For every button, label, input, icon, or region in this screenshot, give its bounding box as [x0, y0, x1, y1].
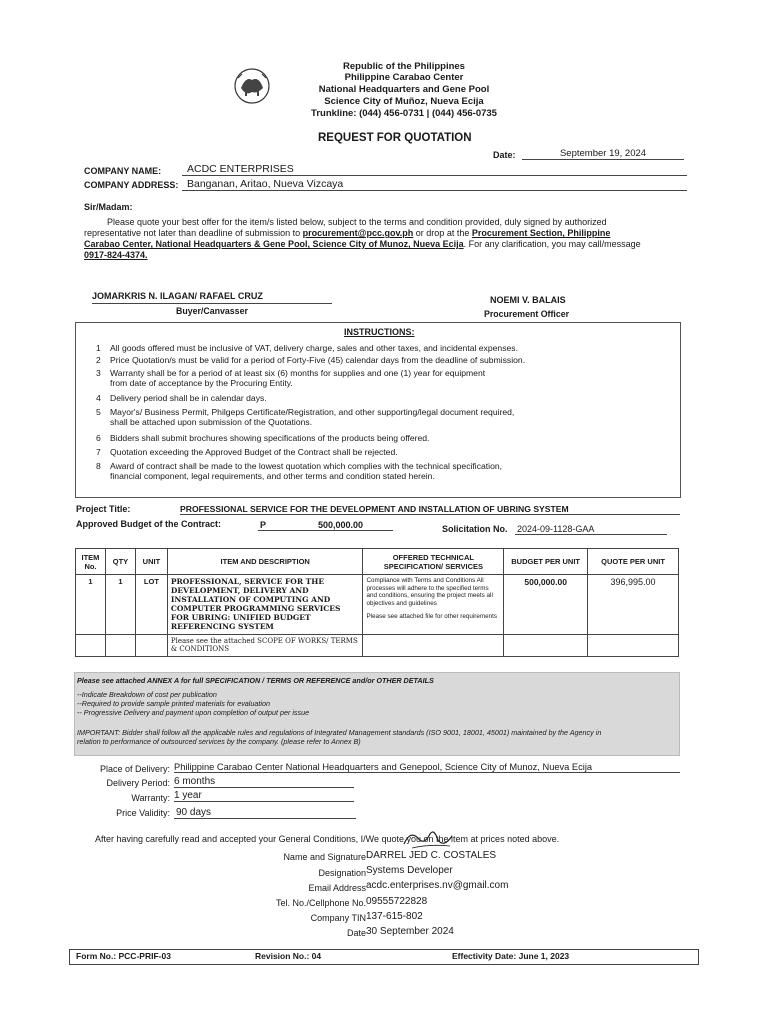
- sig-designation-label: Designation: [318, 868, 366, 878]
- sig-date-label: Date: [346, 928, 366, 938]
- procurement-email[interactable]: procurement@pcc.gov.ph: [302, 228, 414, 238]
- form-footer: [69, 949, 699, 965]
- col-qty: QTY: [105, 549, 135, 575]
- company-address: Banganan, Aritao, Nueva Vizcaya: [182, 178, 687, 191]
- period-label: Delivery Period:: [106, 778, 170, 788]
- instructions-box: INSTRUCTIONS: 1 All goods offered must be inclusive of VAT, delivery charge, sales and other taxes, and incidental expenses. 2 Price Quotation/s must be valid for a period of Forty-Five (45) calendar days from the deadline of submission. 3 Warranty shall be for a period of at least six (6) months for supplies and one (1) year for equipment from date of acceptance by the Procuring Entity. 4 Delivery period shall be in calendar days. 5 Mayor's/ Business Permit, Philgeps Certificate/Registration, and other supporting/legal document required, shall be attached upon submission of the Quotations. 6 Bidders shall submit brochures showing specifications of the products being offered. 7 Quotation exceeding the Approved Budget of the Contract shall be rejected. 8 Award of contract shall be made to the lowest quotation which complies with the technical specification, financial component, legal requirements, and other terms and condition stated herein.: [75, 322, 681, 498]
- cell-qty: 1: [105, 575, 135, 635]
- sig-designation: Systems Developer: [366, 865, 453, 876]
- buyer-line: [92, 303, 332, 304]
- date-value: September 19, 2024: [522, 148, 684, 160]
- period-value: 6 months: [174, 776, 354, 788]
- place-value: Philippine Carabao Center National Headquarters and Genepool, Science City of Munoz, Nueva Ecija: [174, 762, 680, 773]
- sig-tel-label: Tel. No./Cellphone No.: [275, 898, 366, 908]
- contact-phone[interactable]: 0917-824-4374.: [84, 250, 148, 260]
- company-name: ACDC ENTERPRISES: [182, 163, 687, 176]
- col-budget: BUDGET PER UNIT: [504, 549, 588, 575]
- salutation: Sir/Madam:: [84, 202, 133, 212]
- intro-line1: Please quote your best offer for the item/s listed below, subject to the terms and condition provided, duly signed by authorized: [107, 217, 607, 227]
- officer-name: NOEMI V. BALAIS: [490, 295, 566, 305]
- intro-line3: Carabao Center, National Headquarters & Gene Pool, Science City of Munoz, Nueva Ecija. For any clarification, you may call/message: [84, 239, 641, 249]
- annex-important2: relation to performance of outsourced services by the company. (please refer to Annex B): [77, 737, 361, 746]
- cell-scope-note: Please see the attached SCOPE OF WORKS/ TERMS & CONDITIONS: [167, 635, 363, 657]
- sig-email: acdc.enterprises.nv@gmail.com: [366, 880, 509, 891]
- buyer-role: Buyer/Canvasser: [176, 306, 248, 316]
- header-line1: Republic of the Philippines: [343, 61, 465, 72]
- col-item-no: ITEM No.: [76, 549, 106, 575]
- sig-tin: 137-615-802: [366, 911, 423, 922]
- annex-line3: -- Progressive Delivery and payment upon completion of output per issue: [77, 708, 310, 717]
- col-quote: QUOTE PER UNIT: [588, 549, 679, 575]
- company-address-label: COMPANY ADDRESS:: [84, 180, 179, 190]
- col-offered: OFFERED TECHNICAL SPECIFICATION/ SERVICES: [363, 549, 504, 575]
- cell-budget: 500,000.00: [504, 575, 588, 635]
- header-line4: Science City of Muñoz, Nueva Ecija: [324, 96, 484, 107]
- col-unit: UNIT: [135, 549, 167, 575]
- handwritten-signature: [400, 826, 460, 852]
- cell-offered: Compliance with Terms and Conditions All processes will adhere to the specified terms and conditions, ensuring the project meets all objectives and guidelines Please see attached file for other requirements: [363, 575, 504, 635]
- table-row: [76, 575, 679, 635]
- sig-email-label: Email Address: [308, 883, 366, 893]
- sig-tin-label: Company TIN: [310, 913, 366, 923]
- company-name-label: COMPANY NAME:: [84, 166, 162, 176]
- items-table: [75, 548, 679, 657]
- sig-name-label: Name and Signature: [283, 852, 366, 862]
- buyer-name: JOMARKRIS N. ILAGAN/ RAFAEL CRUZ: [92, 291, 263, 301]
- date-label: Date:: [493, 150, 516, 160]
- warranty-value: 1 year: [174, 790, 354, 802]
- form-no: Form No.: PCC-PRIF-03: [76, 951, 171, 961]
- validity-label: Price Validity:: [116, 808, 170, 818]
- effectivity-date: Effectivity Date: June 1, 2023: [452, 951, 570, 961]
- validity-value: 90 days: [174, 807, 356, 819]
- acceptance-text: After having carefully read and accepted your General Conditions, I/We quote you on the item at prices noted above.: [95, 834, 560, 844]
- header-line3: National Headquarters and Gene Pool: [318, 84, 490, 95]
- intro-line2: representative not later than deadline of submission to procurement@pcc.gov.ph or drop at the Procurement Section, Philippine: [84, 228, 611, 238]
- annex-line1: --Indicate Breakdown of cost per publication: [77, 690, 217, 699]
- cell-description: PROFESSIONAL, SERVICE FOR THE DEVELOPMENT, DELIVERY AND INSTALLATION OF COMPUTING AND COMPUTER PROGRAMMING SERVICES FOR UBRING: UNIFIED BUDGET REFERENCING SYSTEM: [167, 575, 363, 635]
- project-title-label: Project Title:: [76, 504, 131, 514]
- warranty-label: Warranty:: [131, 793, 170, 803]
- cell-quote: 396,995.00: [588, 575, 679, 635]
- annex-title: Please see attached ANNEX A for full SPECIFICATION / TERMS OR REFERENCE and/or OTHER DETAILS: [77, 676, 434, 685]
- header-line2: Philippine Carabao Center: [344, 72, 464, 83]
- annex-box: [74, 672, 680, 756]
- abc-field: P 500,000.00: [258, 520, 393, 531]
- instructions-title: INSTRUCTIONS:: [344, 327, 415, 337]
- cell-unit: LOT: [135, 575, 167, 635]
- sig-tel: 09555722828: [366, 896, 428, 907]
- sig-name: DARREL JED C. COSTALES: [366, 850, 497, 861]
- abc-label: Approved Budget of the Contract:: [76, 519, 221, 529]
- document-title: REQUEST FOR QUOTATION: [318, 132, 472, 144]
- sig-date: 30 September 2024: [366, 926, 454, 937]
- header-line5: Trunkline: (044) 456-0731 | (044) 456-0735: [311, 108, 497, 119]
- revision-no: Revision No.: 04: [255, 951, 322, 961]
- annex-line2: --Required to provide sample printed materials for evaluation: [77, 699, 270, 708]
- table-row: [76, 635, 679, 657]
- officer-role: Procurement Officer: [484, 309, 570, 319]
- solicitation-no: 2024-09-1128-GAA: [515, 524, 667, 535]
- project-title: PROFESSIONAL SERVICE FOR THE DEVELOPMENT AND INSTALLATION OF UBRING SYSTEM: [180, 504, 680, 515]
- annex-important: IMPORTANT: Bidder shall follow all the applicable rules and regulations of Integrated Management standards (ISO 9001, 18001, 45001) maintained by the Agency in: [77, 728, 602, 737]
- solicitation-label: Solicitation No.: [442, 524, 508, 534]
- col-description: ITEM AND DESCRIPTION: [167, 549, 363, 575]
- cell-item: 1: [76, 575, 106, 635]
- place-label: Place of Delivery:: [99, 764, 170, 774]
